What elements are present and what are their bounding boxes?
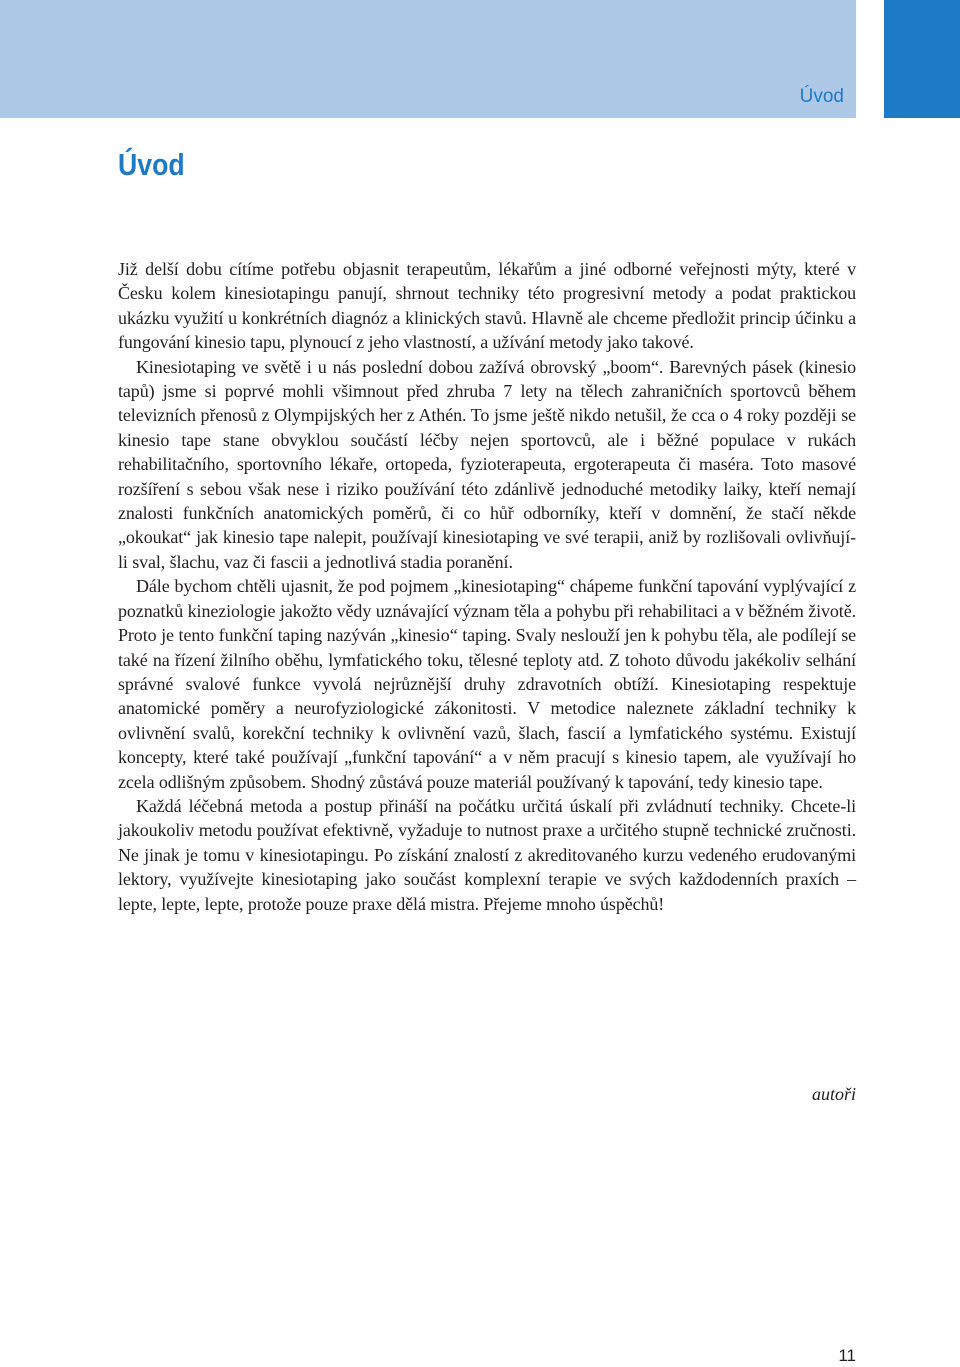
paragraph-4: Každá léčebná metoda a postup přináší na počátku určitá úskalí při zvládnutí techniky. Chcete-li jakoukoliv metodu používat efektivně, vyžaduje to nutnost praxe a určitého stupně technické zručnosti. Ne jinak je tomu v kinesiotapingu. Po získání znalostí z akreditovaného kurzu vedeného erudovanými lektory, využívejte kinesiotaping jako součást komplexní terapie ve svých každodenních praxích – lepte, lepte, lepte, protože pouze praxe dělá mistra. Přejeme mnoho úspěchů! [118, 795, 856, 914]
body-text [118, 257, 856, 916]
paragraph-1: Již delší dobu cítíme potřebu objasnit terapeutům, lékařům a jiné odborné veřejnosti mýty, které v Česku kolem kinesiotapingu panují, shrnout techniky této progresivní metody a podat praktickou ukázku využití u konkrétních diagnóz a klinických stavů. Hlavně ale chceme předložit princip účinku a fungování kinesio tapu, plynoucí z jeho vlastností, a užívání metody jako takové. [118, 259, 856, 353]
chapter-title: Úvod [118, 147, 185, 182]
header-band [0, 0, 856, 118]
paragraph-2: Kinesiotaping ve světě i u nás poslední dobou zažívá obrovský „boom“. Barevných pásek (kinesio tapů) jsme si poprvé mohli všimnout před zhruba 7 lety na tělech zahraničních sportovců během televizních přenosů z Olympijských her z Athén. To jsme ještě nikdo netušil, že cca o 4 roky později se kinesio tape stane obvyklou součástí léčby nejen sportovců, ale i běžné populace v rukách rehabilitačního, sportovního lékaře, ortopeda, fyzioterapeuta, ergoterapeuta či maséra. Toto masové rozšíření s sebou však nese i riziko používání této zdánlivě jednoduché metodiky laiky, kteří nemají znalosti funkčních anatomických poměrů, či co hůř odborníky, kteří v domnění, že stačí někde „okoukat“ jak kinesio tape nalepit, používají kinesiotaping ve své terapii, aniž by rozlišovali ovlivňují-li sval, šlachu, vaz či fascii a jednotlivá stadia poranění. [118, 356, 856, 572]
paragraph-3: Dále bychom chtěli ujasnit, že pod pojmem „kinesiotaping“ chápeme funkční tapování vyplývající z poznatků kineziologie jakožto vědy uznávající význam těla a pohybu při rehabilitaci a v běžném životě. Proto je tento funkční taping nazýván „kinesio“ taping. Svaly neslouží jen k pohybu těla, ale podílejí se také na řízení žilního oběhu, lymfatického toku, tělesné teploty atd. Z tohoto důvodu jakékoliv selhání správné svalové funkce vyvolá nejrůznější druhy zdravotních obtíží. Kinesiotaping respektuje anatomické poměry a neurofyziologické zákonitosti. V metodice naleznete základní techniky k ovlivnění svalů, korekční techniky k ovlivnění vazů, šlach, fascií a lymfatického systému. Existují koncepty, které také používají „funkční tapování“ a v něm pracují s kinesio tapem, ale využívají ho zcela odlišným způsobem. Shodný zůstává pouze materiál používaný k tapování, tedy kinesio tape. [118, 576, 856, 792]
header-accent-block [884, 0, 960, 118]
running-head: Úvod [799, 86, 844, 107]
page-number: 11 [838, 1346, 856, 1365]
signature: autoři [811, 1084, 856, 1104]
